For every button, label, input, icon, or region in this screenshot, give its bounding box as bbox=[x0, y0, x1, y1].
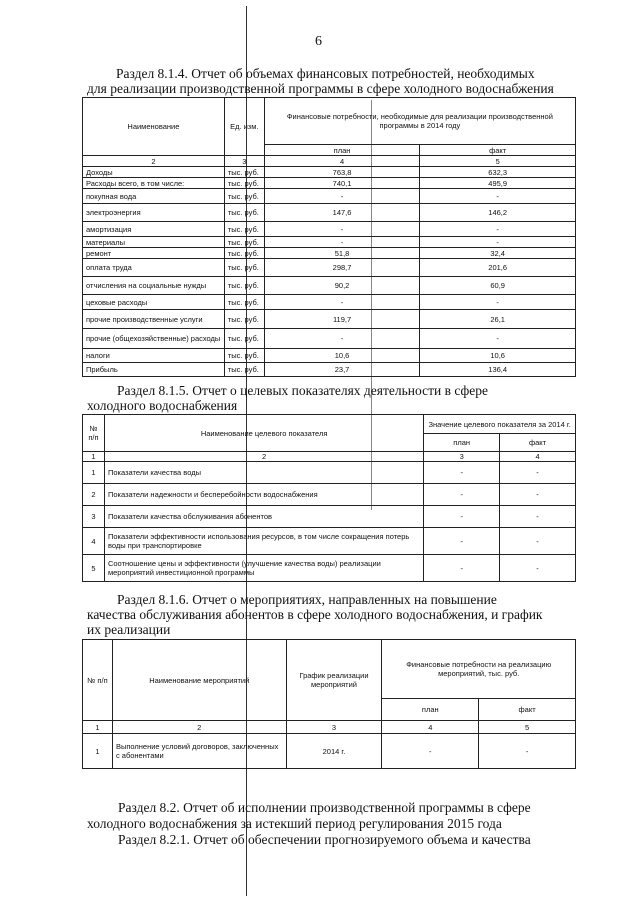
header-fin-needs: Финансовые потребности на реализацию мероприятий, тыс. руб. bbox=[382, 640, 576, 699]
header-schedule: График реализации мероприятий bbox=[286, 640, 382, 721]
table-row: ремонт тыс. руб. 51,8 32,4 bbox=[83, 248, 576, 259]
index-cell: 3 bbox=[286, 721, 382, 734]
table-row: амортизация тыс. руб. - - bbox=[83, 222, 576, 237]
table-row: цеховые расходы тыс. руб. - - bbox=[83, 295, 576, 310]
table-row: Прибыль тыс. руб. 23,7 136,4 bbox=[83, 363, 576, 377]
table-row: материалы тыс. руб. - - bbox=[83, 237, 576, 248]
index-cell: 2 bbox=[83, 156, 225, 167]
header-fact: факт bbox=[420, 145, 576, 156]
index-cell: 5 bbox=[420, 156, 576, 167]
table-row: отчисления на социальные нужды тыс. руб. 90,2 60,9 bbox=[83, 277, 576, 295]
index-cell: 4 bbox=[382, 721, 479, 734]
section-8-2-line1: Раздел 8.2. Отчет об исполнении производственной программы в сфере bbox=[118, 800, 531, 815]
header-measure-name: Наименование мероприятий bbox=[112, 640, 286, 721]
table-row: прочие (общехозяйственные) расходы тыс. руб. - - bbox=[83, 329, 576, 349]
header-unit: Ед. изм. bbox=[224, 98, 264, 156]
header-indicator-name: Наименование целевого показателя bbox=[104, 415, 423, 452]
table-row: 5 Соотношение цены и эффективности (улучшение качества воды) реализации мероприятий инвестиционной программы - - bbox=[83, 555, 576, 582]
financial-needs-table bbox=[82, 97, 576, 377]
header-plan: план bbox=[382, 699, 479, 721]
table-row: электроэнергия тыс. руб. 147,6 146,2 bbox=[83, 204, 576, 222]
index-cell: 4 bbox=[264, 156, 420, 167]
table-row: Доходы тыс. руб. 763,8 632,3 bbox=[83, 167, 576, 178]
section-8-1-5-heading-line1: Раздел 8.1.5. Отчет о целевых показателях деятельности в сфере bbox=[117, 383, 488, 398]
header-plan: план bbox=[424, 434, 500, 452]
header-indicator-value: Значение целевого показателя за 2014 г. bbox=[424, 415, 576, 434]
measures-table bbox=[82, 639, 576, 769]
section-8-1-6-heading-line2: качества обслуживания абонентов в сфере холодного водоснабжения, и график bbox=[87, 607, 543, 622]
table-row: прочие производственные услуги тыс. руб. 119,7 26,1 bbox=[83, 310, 576, 329]
header-fin-needs: Финансовые потребности, необходимые для реализации производственной программы в 2014 году bbox=[264, 98, 575, 145]
section-8-1-4-heading-line2: для реализации производственной программы в сфере холодного водоснабжения bbox=[87, 81, 554, 96]
index-cell: 2 bbox=[104, 452, 423, 462]
table-row: Расходы всего, в том числе: тыс. руб. 740,1 495,9 bbox=[83, 178, 576, 189]
table-row: покупная вода тыс. руб. - - bbox=[83, 189, 576, 204]
header-name: Наименование bbox=[83, 98, 225, 156]
table-row: 2 Показатели надежности и бесперебойности водоснабжения - - bbox=[83, 484, 576, 506]
header-num: № п/п bbox=[83, 415, 105, 452]
section-8-1-6-heading-line3: их реализации bbox=[87, 622, 171, 637]
section-8-1-6-heading-line1: Раздел 8.1.6. Отчет о мероприятиях, направленных на повышение bbox=[117, 592, 497, 607]
header-num: № п/п bbox=[83, 640, 113, 721]
table-row: налоги тыс. руб. 10,6 10,6 bbox=[83, 349, 576, 363]
index-cell: 2 bbox=[112, 721, 286, 734]
index-cell: 4 bbox=[500, 452, 576, 462]
table-row: 1 Показатели качества воды - - bbox=[83, 462, 576, 484]
table-row: оплата труда тыс. руб. 298,7 201,6 bbox=[83, 259, 576, 277]
table-row: 3 Показатели качества обслуживания абонентов - - bbox=[83, 506, 576, 528]
header-fact: факт bbox=[500, 434, 576, 452]
section-8-1-5-heading-line2: холодного водоснабжения bbox=[87, 398, 238, 413]
index-cell: 3 bbox=[224, 156, 264, 167]
index-cell: 1 bbox=[83, 721, 113, 734]
index-cell: 1 bbox=[83, 452, 105, 462]
index-cell: 3 bbox=[424, 452, 500, 462]
table-row: 4 Показатели эффективности использования ресурсов, в том числе сокращения потерь воды при транспортировке - - bbox=[83, 528, 576, 555]
header-plan: план bbox=[264, 145, 420, 156]
index-cell: 5 bbox=[479, 721, 576, 734]
section-8-2-1-line: Раздел 8.2.1. Отчет об обеспечении прогнозируемого объема и качества bbox=[118, 832, 531, 847]
header-fact: факт bbox=[479, 699, 576, 721]
table-row: 1 Выполнение условий договоров, заключенных с абонентами 2014 г. - - bbox=[83, 734, 576, 769]
page-number: 6 bbox=[315, 34, 322, 49]
target-indicators-table bbox=[82, 414, 576, 582]
section-8-1-4-heading-line1: Раздел 8.1.4. Отчет об объемах финансовых потребностей, необходимых bbox=[116, 66, 535, 81]
section-8-2-line2: холодного водоснабжения за истекший период регулирования 2015 года bbox=[87, 816, 502, 831]
